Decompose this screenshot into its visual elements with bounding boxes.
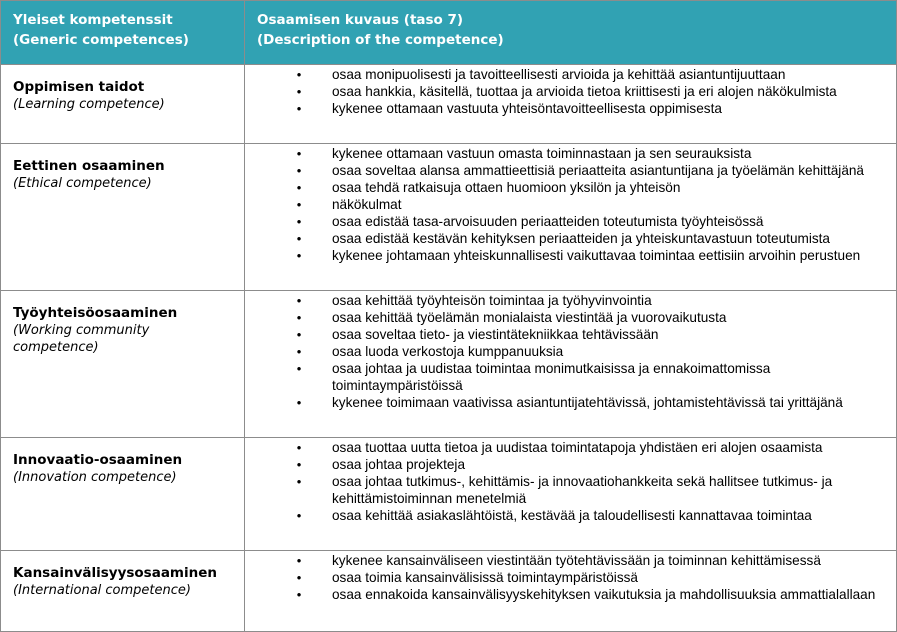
- bullet-icon: •: [296, 587, 302, 602]
- bullet-icon: •: [296, 101, 302, 116]
- table-row-international: [1, 551, 897, 632]
- description-list: [245, 145, 888, 264]
- list-item: • kykenee toimimaan vaativissa asiantuntijatehtävissä, johtamistehtävissä tai yrittäjänä: [245, 394, 888, 411]
- competence-title-en: (Learning competence): [13, 97, 165, 112]
- bullet-icon: •: [296, 395, 302, 410]
- bullet-icon: •: [296, 508, 302, 523]
- header-col1-fi: Yleiset kompetenssit: [13, 12, 173, 28]
- list-item: • osaa soveltaa tieto- ja viestintätekniikkaa tehtävissään: [245, 326, 888, 343]
- list-item: • osaa luoda verkostoja kumppanuuksia: [245, 343, 888, 360]
- list-item: • kykenee ottamaan vastuuta yhteisöntavoitteellisesta oppimisesta: [245, 100, 888, 117]
- bullet-icon: •: [296, 293, 302, 308]
- bullet-icon: •: [296, 440, 302, 455]
- bullet-icon: •: [296, 214, 302, 229]
- competence-description-cell: [245, 551, 897, 632]
- bullet-icon: •: [296, 180, 302, 195]
- list-item: • osaa soveltaa alansa ammattieettisiä periaatteita asiantuntijana ja työelämän kehittäjänä: [245, 162, 888, 179]
- competence-title-fi: Eettinen osaaminen: [13, 158, 165, 174]
- list-item: • kykenee ottamaan vastuun omasta toiminnastaan ja sen seurauksista: [245, 145, 888, 162]
- list-item: • osaa johtaa projekteja: [245, 456, 888, 473]
- table-header-row: [1, 1, 897, 65]
- competence-title-en: (Innovation competence): [13, 470, 177, 485]
- bullet-icon: •: [296, 67, 302, 82]
- header-col2-en: (Description of the competence): [257, 32, 504, 48]
- table-row-innovation: [1, 438, 897, 551]
- competence-title-fi: Työyhteisöosaaminen: [13, 305, 178, 321]
- list-item: • osaa johtaa ja uudistaa toimintaa monimutkaisissa ja ennakoimattomissa toimintaympäristöissä: [245, 360, 888, 394]
- list-item: • osaa monipuolisesti ja tavoitteellisesti arvioida ja kehittää asiantuntijuuttaan: [245, 66, 888, 83]
- list-item: • osaa kehittää asiakaslähtöistä, kestävää ja taloudellisesti kannattavaa toimintaa: [245, 507, 888, 524]
- bullet-icon: •: [296, 310, 302, 325]
- competence-title-en: (Ethical competence): [13, 176, 152, 191]
- competence-name-cell: [1, 551, 245, 632]
- table-row-ethical: [1, 144, 897, 291]
- table-row-learning: [1, 65, 897, 144]
- list-item: • osaa kehittää työyhteisön toimintaa ja työhyvinvointia: [245, 292, 888, 309]
- bullet-icon: •: [296, 146, 302, 161]
- competence-description-cell: [245, 65, 897, 144]
- list-item: • kykenee johtamaan yhteiskunnallisesti vaikuttavaa toimintaa eettisiin arvoihin perustuen: [245, 247, 888, 264]
- header-competence-description: [245, 1, 897, 65]
- list-item: • osaa kehittää työelämän monialaista viestintää ja vuorovaikutusta: [245, 309, 888, 326]
- bullet-icon: •: [296, 163, 302, 178]
- competence-description-cell: [245, 438, 897, 551]
- description-list: [245, 66, 888, 117]
- bullet-icon: •: [296, 553, 302, 568]
- bullet-icon: •: [296, 231, 302, 246]
- bullet-icon: •: [296, 248, 302, 263]
- competence-name-cell: [1, 438, 245, 551]
- bullet-icon: •: [296, 474, 302, 489]
- list-item: • osaa tuottaa uutta tietoa ja uudistaa toimintatapoja yhdistäen eri alojen osaamista: [245, 439, 888, 456]
- competence-name-cell: [1, 65, 245, 144]
- table-row-working-community: [1, 291, 897, 438]
- list-item: • näkökulmat: [245, 196, 888, 213]
- bullet-icon: •: [296, 570, 302, 585]
- competence-title-fi: Kansainvälisyysosaaminen: [13, 565, 218, 581]
- list-item: • osaa edistää kestävän kehityksen periaatteiden ja yhteiskuntavastuun toteutumista: [245, 230, 888, 247]
- bullet-icon: •: [296, 327, 302, 342]
- bullet-icon: •: [296, 197, 302, 212]
- list-item: • osaa tehdä ratkaisuja ottaen huomioon yksilön ja yhteisön: [245, 179, 888, 196]
- competence-description-cell: [245, 144, 897, 291]
- competence-title-en: (Working community competence): [13, 323, 150, 355]
- competence-name-cell: [1, 291, 245, 438]
- competence-title-en: (International competence): [13, 583, 191, 598]
- list-item: • osaa ennakoida kansainvälisyyskehityksen vaikutuksia ja mahdollisuuksia ammattialallaan: [245, 586, 888, 603]
- header-col1-en: (Generic competences): [13, 32, 189, 48]
- description-list: [245, 439, 888, 524]
- bullet-icon: •: [296, 344, 302, 359]
- bullet-icon: •: [296, 457, 302, 472]
- competence-name-cell: [1, 144, 245, 291]
- header-generic-competences: [1, 1, 245, 65]
- list-item: • osaa hankkia, käsitellä, tuottaa ja arvioida tietoa kriittisesti ja eri alojen näkökulmista: [245, 83, 888, 100]
- list-item: • osaa toimia kansainvälisissä toimintaympäristöissä: [245, 569, 888, 586]
- bullet-icon: •: [296, 84, 302, 99]
- list-item: • osaa johtaa tutkimus-, kehittämis- ja innovaatiohankkeita sekä hallitsee tutkimus- ja kehittämistoiminnan menetelmiä: [245, 473, 888, 507]
- list-item: • osaa edistää tasa-arvoisuuden periaatteiden toteutumista työyhteisössä: [245, 213, 888, 230]
- description-list: [245, 292, 888, 411]
- header-col2-fi: Osaamisen kuvaus (taso 7): [257, 12, 464, 28]
- list-item: • kykenee kansainväliseen viestintään työtehtävissään ja toiminnan kehittämisessä: [245, 552, 888, 569]
- competence-title-fi: Innovaatio-osaaminen: [13, 452, 183, 468]
- competence-description-cell: [245, 291, 897, 438]
- bullet-icon: •: [296, 361, 302, 376]
- competence-title-fi: Oppimisen taidot: [13, 79, 145, 95]
